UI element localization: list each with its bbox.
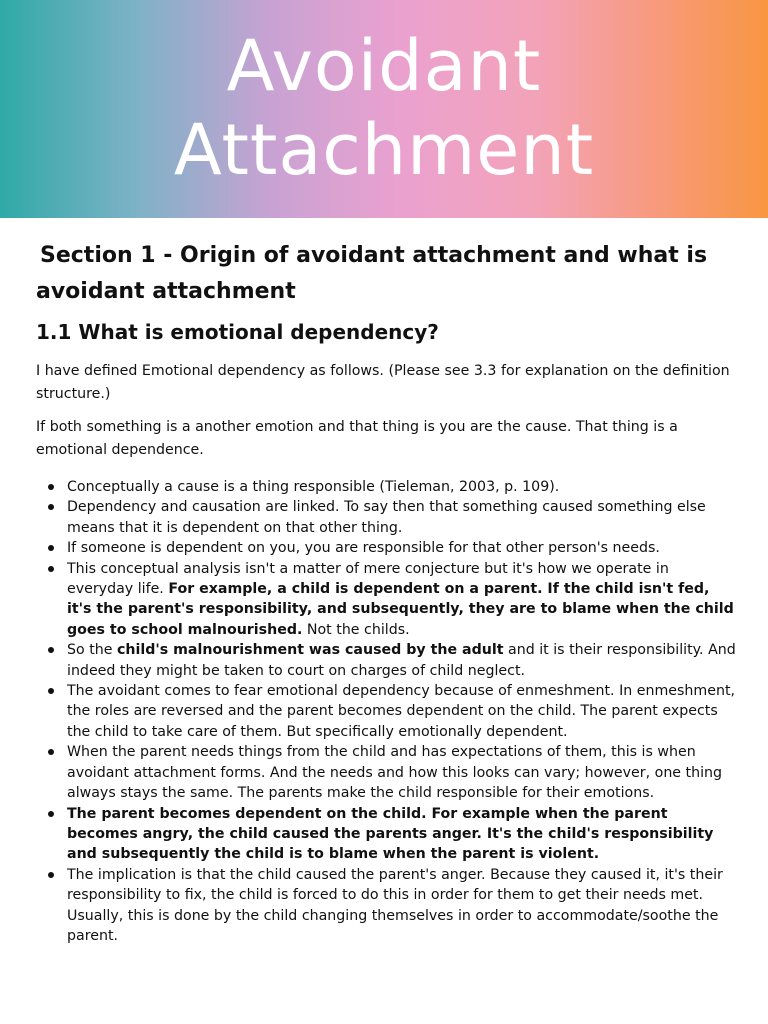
- banner-title-line-1: Avoidant: [226, 25, 542, 107]
- bullet-icon: [48, 545, 54, 551]
- bullet-icon: [48, 872, 54, 878]
- bullet-text: So the: [67, 642, 117, 659]
- bullet-text: This conceptual analysis isn't a matter of mere conjecture but it's how we operate in everyday life.: [67, 560, 669, 598]
- list-item: [36, 640, 736, 681]
- paragraph-definition: I have defined Emotional dependency as follows. (Please see 3.3 for explanation on the definition structure.): [36, 363, 730, 402]
- list-item: [36, 497, 736, 538]
- section-heading: Section 1 - Origin of avoidant attachment and what is avoidant attachment: [36, 243, 708, 304]
- list-item: [36, 559, 736, 641]
- bullet-text: If someone is dependent on you, you are responsible for that other person's needs.: [67, 540, 660, 557]
- bullet-text: When the parent needs things from the child and has expectations of them, this is when avoidant attachment forms. And the needs and how this looks can vary; however, one thing always stays the same. The parents make the child responsible for their emotions.: [67, 744, 723, 802]
- bullet-text: Dependency and causation are linked. To say then that something caused something else means that it is dependent on that other thing.: [67, 499, 706, 536]
- list-item: [36, 681, 736, 742]
- list-item: [36, 742, 736, 803]
- paragraph-dependence: If both something is a another emotion and that thing is you are the cause. That thing is a emotional dependence.: [36, 419, 678, 458]
- bullet-text: The avoidant comes to fear emotional dependency because of enmeshment. In enmeshment, the roles are reversed and the parent becomes dependent on the child. The parent expects the child to take care of them. But specifically emotionally dependent.: [67, 683, 736, 740]
- bullet-icon: [48, 647, 54, 653]
- bullet-text: The implication is that the child caused the parent's anger. Because they caused it, it's their responsibility to fix, the child is forced to do this in order for them to get their needs met. Usually, this is done by the child changing themselves in order to accommodate/soothe the parent.: [67, 866, 723, 944]
- subsection-heading: 1.1 What is emotional dependency?: [36, 320, 439, 344]
- bullet-icon: [48, 688, 54, 694]
- bullet-text: Conceptually a cause is a thing responsible (Tieleman, 2003, p. 109).: [67, 479, 560, 495]
- bullet-text-tail: Not the childs.: [302, 621, 410, 638]
- bullet-text-tail: and it is their responsibility. And indeed they might be taken to court on charges of child neglect.: [67, 642, 736, 679]
- list-item: [36, 804, 736, 865]
- bullet-icon: [48, 566, 54, 572]
- bullet-bold-text: The parent becomes dependent on the child. For example when the parent becomes angry, the child caused the parents anger. It's the child's responsibility and subsequently the child is to blame when the parent is violent.: [67, 805, 714, 863]
- banner-title: [0, 24, 768, 192]
- bullet-list: [36, 477, 736, 946]
- bullet-icon: [48, 504, 54, 510]
- bullet-icon: [48, 484, 54, 490]
- list-item: [36, 865, 736, 947]
- title-banner: [0, 0, 768, 218]
- document-body: [36, 238, 736, 946]
- bullet-bold-text: child's malnourishment was caused by the adult: [117, 642, 504, 659]
- bullet-icon: [48, 811, 54, 817]
- bullet-icon: [48, 749, 54, 755]
- banner-title-line-2: Attachment: [173, 109, 595, 191]
- list-item: [36, 477, 736, 497]
- bullet-bold-text: For example, a child is dependent on a parent. If the child isn't fed, it's the parent's responsibility, and subsequently, they are to blame when the child goes to school malnourished.: [67, 581, 734, 638]
- list-item: [36, 538, 736, 558]
